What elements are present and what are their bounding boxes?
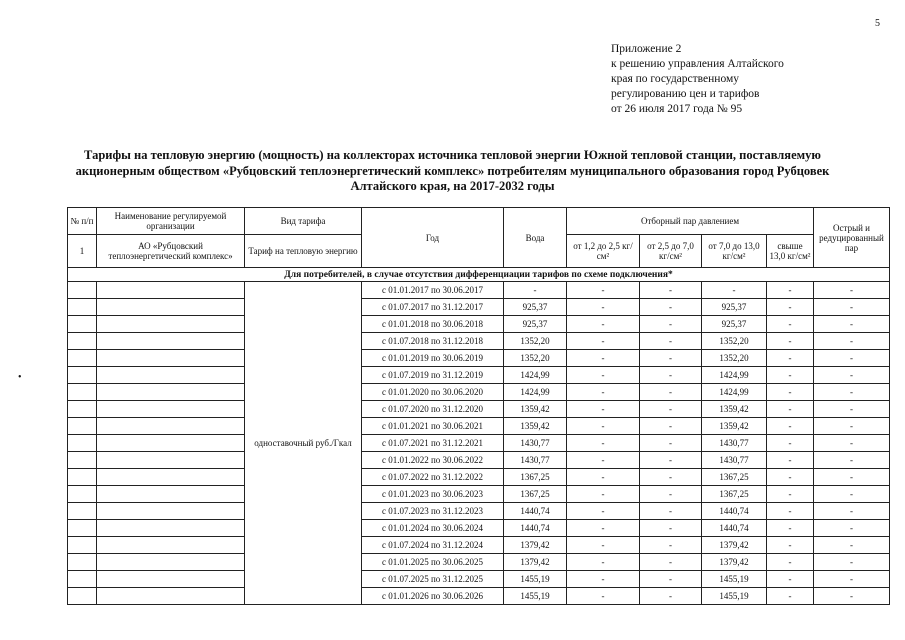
row-steam-3: 1379,42 [702,554,767,571]
row-num-cell [68,469,97,486]
row-steam-2: - [640,384,702,401]
row-steam-1: - [567,367,640,384]
header-steam-3: от 7,0 до 13,0 кг/см² [702,235,767,268]
row-steam-1: - [567,333,640,350]
tariff-table [67,207,890,605]
row-num-cell [68,537,97,554]
header-tariff-type: Вид тарифа [245,208,362,235]
row-org-cell [97,299,245,316]
row-period: с 01.01.2024 по 30.06.2024 [362,520,504,537]
row-num-cell [68,435,97,452]
row-sharp-steam: - [814,384,890,401]
row-period: с 01.07.2020 по 31.12.2020 [362,401,504,418]
title-line: Алтайского края, на 2017-2032 годы [350,179,555,193]
row-steam-3: 1359,42 [702,418,767,435]
row-water: 1440,74 [504,520,567,537]
row-steam-4: - [767,469,814,486]
row-steam-4: - [767,316,814,333]
table-row [68,588,890,605]
row-org-cell [97,588,245,605]
appendix-line: к решению управления Алтайского [611,58,784,70]
table-row [68,384,890,401]
row-steam-3: - [702,282,767,299]
row-num-cell [68,282,97,299]
row-steam-3: 1455,19 [702,588,767,605]
row-steam-3: 925,37 [702,316,767,333]
table-row [68,452,890,469]
row-steam-2: - [640,486,702,503]
table-row [68,418,890,435]
row-water: 1424,99 [504,367,567,384]
row-num-cell [68,503,97,520]
table-row [68,554,890,571]
row-water: 1359,42 [504,401,567,418]
row-num-cell [68,384,97,401]
row-steam-3: 1455,19 [702,571,767,588]
row-org-cell [97,367,245,384]
row-steam-4: - [767,418,814,435]
row-org-cell [97,486,245,503]
row-steam-3: 1424,99 [702,384,767,401]
row-steam-1: - [567,469,640,486]
row-period: с 01.01.2026 по 30.06.2026 [362,588,504,605]
row-steam-4: - [767,384,814,401]
row-steam-2: - [640,537,702,554]
row-steam-3: 925,37 [702,299,767,316]
row-steam-2: - [640,350,702,367]
row-org-cell [97,435,245,452]
row-steam-1: - [567,537,640,554]
row-steam-2: - [640,469,702,486]
row-num-cell [68,333,97,350]
row-steam-2: - [640,520,702,537]
table-row [68,435,890,452]
row-sharp-steam: - [814,401,890,418]
header-org: Наименование регулируемой организации [97,208,245,235]
row-steam-4: - [767,401,814,418]
row-steam-2: - [640,282,702,299]
row-period: с 01.01.2017 по 30.06.2017 [362,282,504,299]
row-org-cell [97,537,245,554]
row-steam-2: - [640,588,702,605]
row-steam-3: 1352,20 [702,333,767,350]
row-period: с 01.07.2021 по 31.12.2021 [362,435,504,452]
table-row [68,469,890,486]
appendix-line: от 26 июля 2017 года № 95 [611,103,743,115]
row-period: с 01.01.2023 по 30.06.2023 [362,486,504,503]
row-sharp-steam: - [814,316,890,333]
row-steam-3: 1430,77 [702,435,767,452]
tariff-type-label: одноставочный руб./Гкал [245,282,362,605]
title-line: акционерным обществом «Рубцовский теплоэнергетический комплекс» потребителям муниципального образования город Рубцовек [75,163,830,178]
row-steam-3: 1440,74 [702,520,767,537]
row-steam-2: - [640,554,702,571]
table-row [68,333,890,350]
row-steam-2: - [640,503,702,520]
row-org-cell [97,282,245,299]
row-steam-2: - [640,401,702,418]
row-num-cell [68,486,97,503]
row-steam-4: - [767,452,814,469]
row-steam-4: - [767,350,814,367]
row-period: с 01.07.2017 по 31.12.2017 [362,299,504,316]
table-row [68,350,890,367]
row-water: 1455,19 [504,588,567,605]
row-steam-3: 1352,20 [702,350,767,367]
row-steam-1: - [567,282,640,299]
row-steam-2: - [640,299,702,316]
row-period: с 01.01.2020 по 30.06.2020 [362,384,504,401]
title-line: Тарифы на тепловую энергию (мощность) на коллекторах источника тепловой энергии Южной тепловой станции, поставляемую [84,148,821,162]
table-row [68,520,890,537]
row-sharp-steam: - [814,418,890,435]
page-number: 5 [875,18,880,29]
row-steam-4: - [767,588,814,605]
table-row [68,537,890,554]
stray-mark: • [18,372,22,383]
row-num-cell [68,367,97,384]
row-steam-1: - [567,520,640,537]
row-num-cell [68,316,97,333]
row-sharp-steam: - [814,554,890,571]
org-tariff: Тариф на тепловую энергию [245,235,362,268]
row-steam-2: - [640,316,702,333]
row-org-cell [97,452,245,469]
row-org-cell [97,401,245,418]
row-steam-4: - [767,299,814,316]
row-steam-2: - [640,571,702,588]
row-water: - [504,282,567,299]
row-steam-4: - [767,333,814,350]
row-steam-4: - [767,554,814,571]
row-steam-3: 1359,42 [702,401,767,418]
row-steam-3: 1367,25 [702,486,767,503]
row-sharp-steam: - [814,367,890,384]
row-steam-3: 1430,77 [702,452,767,469]
row-water: 1367,25 [504,486,567,503]
row-num-cell [68,520,97,537]
row-num-cell [68,588,97,605]
row-period: с 01.07.2023 по 31.12.2023 [362,503,504,520]
header-steam-4: свыше 13,0 кг/см² [767,235,814,268]
row-org-cell [97,384,245,401]
table-row [68,282,890,299]
document-title [75,148,830,195]
row-org-cell [97,520,245,537]
row-water: 1430,77 [504,452,567,469]
row-steam-1: - [567,588,640,605]
row-num-cell [68,299,97,316]
row-num-cell [68,401,97,418]
header-row [68,208,890,235]
row-steam-4: - [767,282,814,299]
row-steam-2: - [640,435,702,452]
row-steam-1: - [567,571,640,588]
header-year: Год [362,208,504,268]
row-water: 1440,74 [504,503,567,520]
row-steam-4: - [767,435,814,452]
row-sharp-steam: - [814,452,890,469]
row-steam-4: - [767,537,814,554]
row-steam-3: 1367,25 [702,469,767,486]
section-row [68,268,890,282]
row-period: с 01.01.2022 по 30.06.2022 [362,452,504,469]
row-steam-2: - [640,333,702,350]
row-org-cell [97,316,245,333]
row-org-cell [97,554,245,571]
row-sharp-steam: - [814,537,890,554]
header-steam-2: от 2,5 до 7,0 кг/см² [640,235,702,268]
table-row [68,486,890,503]
table-row [68,571,890,588]
row-steam-2: - [640,452,702,469]
row-period: с 01.01.2019 по 30.06.2019 [362,350,504,367]
row-water: 925,37 [504,316,567,333]
row-sharp-steam: - [814,520,890,537]
row-steam-3: 1379,42 [702,537,767,554]
section-label: Для потребителей, в случае отсутствия дифференциации тарифов по схеме подключения* [68,268,890,282]
row-num-cell [68,350,97,367]
header-water: Вода [504,208,567,268]
row-water: 1379,42 [504,537,567,554]
row-water: 1352,20 [504,333,567,350]
row-org-cell [97,503,245,520]
row-steam-1: - [567,503,640,520]
row-period: с 01.01.2021 по 30.06.2021 [362,418,504,435]
row-water: 1359,42 [504,418,567,435]
row-steam-1: - [567,384,640,401]
row-period: с 01.07.2019 по 31.12.2019 [362,367,504,384]
row-steam-1: - [567,435,640,452]
row-steam-3: 1440,74 [702,503,767,520]
row-sharp-steam: - [814,571,890,588]
row-period: с 01.01.2025 по 30.06.2025 [362,554,504,571]
row-period: с 01.07.2025 по 31.12.2025 [362,571,504,588]
row-water: 1424,99 [504,384,567,401]
table-row [68,367,890,384]
row-steam-1: - [567,401,640,418]
table-row [68,316,890,333]
table-row [68,299,890,316]
row-num-cell [68,452,97,469]
appendix-line: Приложение 2 [611,43,682,55]
row-num-cell [68,571,97,588]
row-sharp-steam: - [814,469,890,486]
row-steam-1: - [567,486,640,503]
row-sharp-steam: - [814,486,890,503]
row-steam-3: 1424,99 [702,367,767,384]
row-sharp-steam: - [814,333,890,350]
row-steam-1: - [567,452,640,469]
row-steam-1: - [567,418,640,435]
header-steam-group: Отборный пар давлением [567,208,814,235]
row-steam-4: - [767,503,814,520]
row-num-cell [68,418,97,435]
appendix-line: регулированию цен и тарифов [611,88,760,100]
row-org-cell [97,418,245,435]
appendix-note [611,42,784,117]
row-steam-1: - [567,299,640,316]
row-org-cell [97,350,245,367]
appendix-line: края по государственному [611,73,739,85]
row-steam-4: - [767,520,814,537]
row-steam-4: - [767,571,814,588]
table-row [68,401,890,418]
table-row [68,503,890,520]
row-sharp-steam: - [814,503,890,520]
org-name: АО «Рубцовский теплоэнергетический комплекс» [97,235,245,268]
row-sharp-steam: - [814,588,890,605]
header-num: № п/п [68,208,97,235]
org-num: 1 [68,235,97,268]
row-water: 1367,25 [504,469,567,486]
row-steam-4: - [767,367,814,384]
row-org-cell [97,469,245,486]
row-num-cell [68,554,97,571]
header-sharp-steam: Острый и редуцированный пар [814,208,890,268]
row-steam-2: - [640,418,702,435]
row-period: с 01.07.2022 по 31.12.2022 [362,469,504,486]
row-org-cell [97,333,245,350]
row-sharp-steam: - [814,350,890,367]
row-sharp-steam: - [814,435,890,452]
row-water: 1352,20 [504,350,567,367]
row-steam-1: - [567,350,640,367]
header-steam-1: от 1,2 до 2,5 кг/см² [567,235,640,268]
row-period: с 01.01.2018 по 30.06.2018 [362,316,504,333]
row-steam-1: - [567,554,640,571]
row-water: 1455,19 [504,571,567,588]
row-sharp-steam: - [814,282,890,299]
row-steam-4: - [767,486,814,503]
row-water: 1379,42 [504,554,567,571]
row-steam-1: - [567,316,640,333]
row-water: 925,37 [504,299,567,316]
row-period: с 01.07.2018 по 31.12.2018 [362,333,504,350]
row-org-cell [97,571,245,588]
row-period: с 01.07.2024 по 31.12.2024 [362,537,504,554]
row-water: 1430,77 [504,435,567,452]
row-steam-2: - [640,367,702,384]
row-sharp-steam: - [814,299,890,316]
